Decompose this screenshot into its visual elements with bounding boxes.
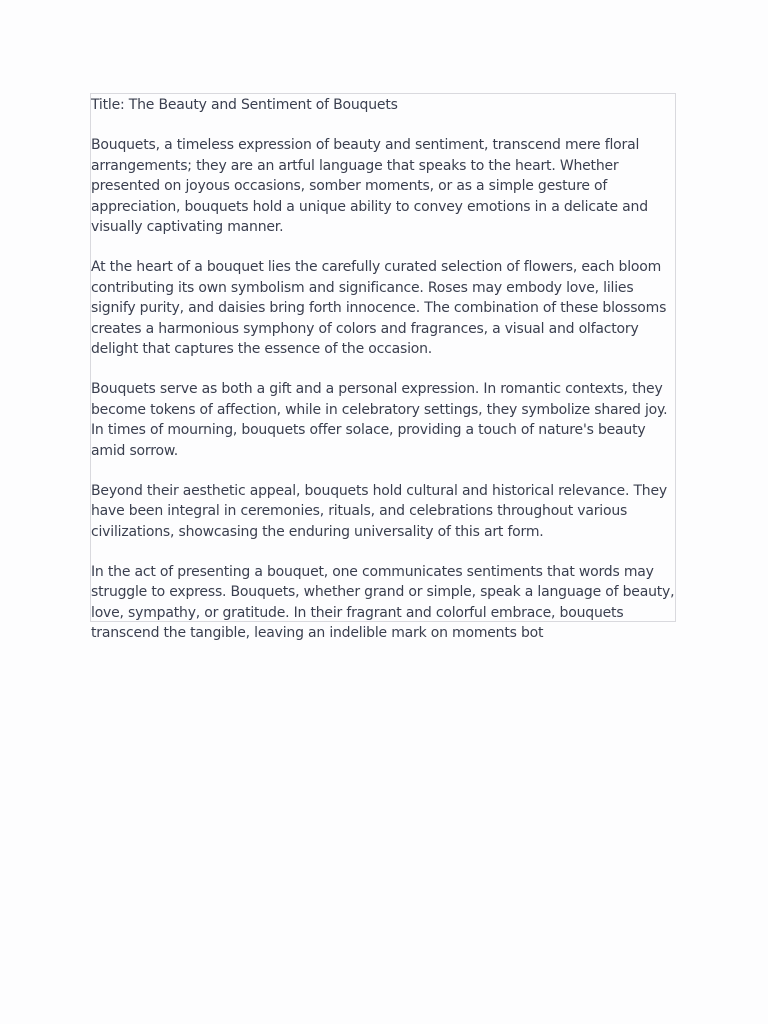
document-title: Title: The Beauty and Sentiment of Bouquets bbox=[91, 97, 398, 113]
paragraph-5: In the act of presenting a bouquet, one communicates sentiments that words may struggle to express. Bouquets, whether grand or simple, speak a language of beauty, love, sympathy, or gratitude. In their fragrant and colorful embrace, bouquets transcend the tangible, leaving an indelible mark on moments bot bbox=[91, 563, 675, 641]
paragraph-4: Beyond their aesthetic appeal, bouquets hold cultural and historical relevance. They have been integral in ceremonies, rituals, and celebrations throughout various civilizations, showcasing the enduring universality of this art form. bbox=[91, 482, 667, 540]
paragraph-3: Bouquets serve as both a gift and a personal expression. In romantic contexts, they become tokens of affection, while in celebratory settings, they symbolize shared joy. In times of mourning, bouquets offer solace, providing a touch of nature's beauty amid sorrow. bbox=[91, 381, 668, 459]
paragraph-1: Bouquets, a timeless expression of beauty and sentiment, transcend mere floral arrangements; they are an artful language that speaks to the heart. Whether presented on joyous occasions, somber moments, or as a simple gesture of appreciation, bouquets hold a unique ability to convey emotions in a delicate and visually captivating manner. bbox=[91, 137, 648, 235]
paragraph-2: At the heart of a bouquet lies the carefully curated selection of flowers, each bloom contributing its own symbolism and significance. Roses may embody love, lilies signify purity, and daisies bring forth innocence. The combination of these blossoms creates a harmonious symphony of colors and fragrances, a visual and olfactory delight that captures the essence of the occasion. bbox=[91, 259, 667, 357]
text-area[interactable] bbox=[90, 93, 676, 641]
